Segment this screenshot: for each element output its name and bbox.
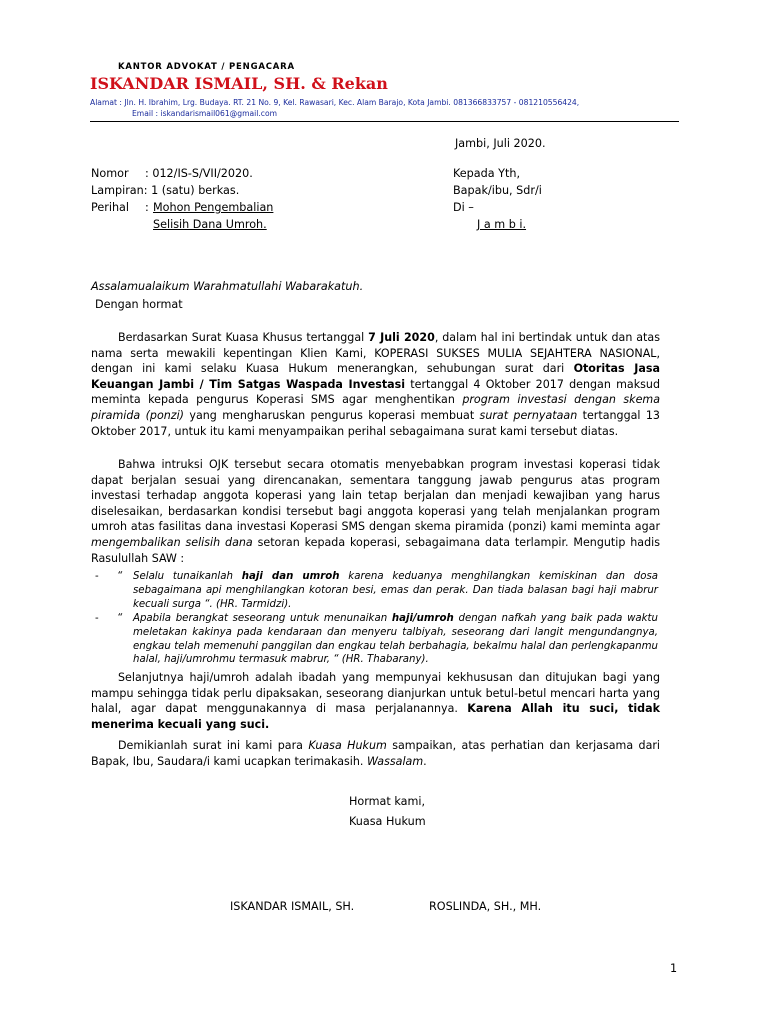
firm-email: Email : iskandarismail061@gmail.com: [132, 109, 277, 118]
salutation: Dengan hormat: [95, 298, 183, 311]
nomor-label: Nomor: [91, 167, 129, 180]
letterhead-office-label: KANTOR ADVOKAT / PENGACARA: [118, 62, 295, 72]
bullet-dash: -: [95, 571, 99, 582]
bullet-dash: -: [95, 613, 99, 624]
recipient-line3: Di –: [453, 201, 474, 214]
perihal-subject-line2: Selisih Dana Umroh.: [153, 218, 267, 231]
lampiran-line: Lampiran: 1 (satu) berkas.: [91, 184, 240, 197]
paragraph-4: Demikianlah surat ini kami para Kuasa Hukum sampaikan, atas perhatian dan kerjasama dari Bapak, Ibu, Saudara/i kami ucapkan terimakasih. Wassalam.: [91, 739, 661, 768]
hadith-quote-1: [95, 570, 660, 612]
quote-mark: “: [117, 571, 123, 582]
firm-address: Alamat : Jln. H. Ibrahim, Lrg. Budaya. RT. 21 No. 9, Kel. Rawasari, Kec. Alam Barajo, Kota Jambi. 081366833757 - 081210556424,: [90, 98, 580, 107]
recipient-line2: Bapak/ibu, Sdr/i: [453, 184, 542, 197]
firm-name: ISKANDAR ISMAIL, SH. & Rekan: [90, 74, 388, 93]
perihal-colon: :: [145, 201, 149, 214]
nomor-value: : 012/IS-S/VII/2020.: [145, 167, 253, 180]
hadith-quote-2: [95, 612, 660, 668]
paragraph-1: Berdasarkan Surat Kuasa Khusus tertanggal 7 Juli 2020, dalam hal ini bertindak untuk dan atas nama serta mewakili kepentingan Klien Kami, KOPERASI SUKSES MULIA SEJAHTERA NASIONAL, dengan ini kami selaku Kuasa Hukum menerangkan, sehubungan surat dari Otoritas Jasa Keuangan Jambi / Tim Satgas Waspada Investasi tertanggal 4 Oktober 2017 dengan maksud meminta kepada pengurus Koperasi SMS agar menghentikan program investasi dengan skema piramida (ponzi) yang mengharuskan pengurus koperasi membuat surat pernyataan tertanggal 13 Oktober 2017, untuk itu kami menyampaikan perihal sebagaimana surat kami tersebut diatas.: [91, 331, 661, 438]
page-number: 1: [670, 962, 678, 975]
signatory-2: ROSLINDA, SH., MH.: [429, 900, 542, 913]
perihal-label: Perihal: [91, 201, 129, 214]
hadith-quote-2-text: Apabila berangkat seseorang untuk menunaikan haji/umroh dengan nafkah yang baik pada waktu meletakan kakinya pada kendaraan dan menyeru talbiyah, seseorang dari langit mengundangnya, engkau telah memenuhi panggilan dan engkau telah berbahagia, bekalmu halal dan perlengkapanmu halal, haji/umrohmu termasuk mabrur, “ (HR. Thabarany).: [133, 613, 659, 666]
signatory-1: ISKANDAR ISMAIL, SH.: [230, 900, 355, 913]
closing-regards: Hormat kami,: [349, 795, 426, 808]
perihal-subject-line1: Mohon Pengembalian: [153, 201, 274, 214]
recipient-city: J a m b i.: [477, 218, 527, 231]
closing-title: Kuasa Hukum: [349, 815, 426, 828]
greeting: Assalamualaikum Warahmatullahi Wabarakatuh.: [91, 280, 364, 293]
paragraph-3: Selanjutnya haji/umroh adalah ibadah yang mempunyai kekhususan dan ditujukan bagi yang mampu sehingga tidak perlu dipaksakan, seseorang dianjurkan untuk betul-betul mencari harta yang halal, agar dapat menggunakannya di masa perjalanannya. Karena Allah itu suci, tidak menerima kecuali yang suci.: [91, 671, 660, 731]
quote-mark: “: [117, 613, 123, 624]
letter-date: Jambi, Juli 2020.: [455, 137, 546, 150]
recipient-line1: Kepada Yth,: [453, 167, 520, 180]
hadith-quote-1-text: Selalu tunaikanlah haji dan umroh karena keduanya menghilangkan kemiskinan dan dosa sebagaimana api menghilangkan kotoran besi, emas dan perak. Dan tiada balasan bagi haji mabrur kecuali surga “. (HR. Tarmidzi).: [133, 571, 658, 610]
paragraph-2: Bahwa intruksi OJK tersebut secara otomatis menyebabkan program investasi koperasi tidak dapat berjalan sesuai yang direncanakan, sementara tanggung jawab pengurus atas program investasi terhadap anggota koperasi yang lain tetap berjalan dan menjadi kewajiban yang harus diselesaikan, berdasarkan kondisi tersebut bagi anggota koperasi yang telah menjalankan program umroh atas fasilitas dana investasi Koperasi SMS dengan skema piramida (ponzi) kami meminta agar mengembalikan selisih dana setoran kepada koperasi, sebagaimana data terlampir. Mengutip hadis Rasulullah SAW :: [91, 458, 660, 565]
letterhead-divider: [90, 121, 679, 122]
